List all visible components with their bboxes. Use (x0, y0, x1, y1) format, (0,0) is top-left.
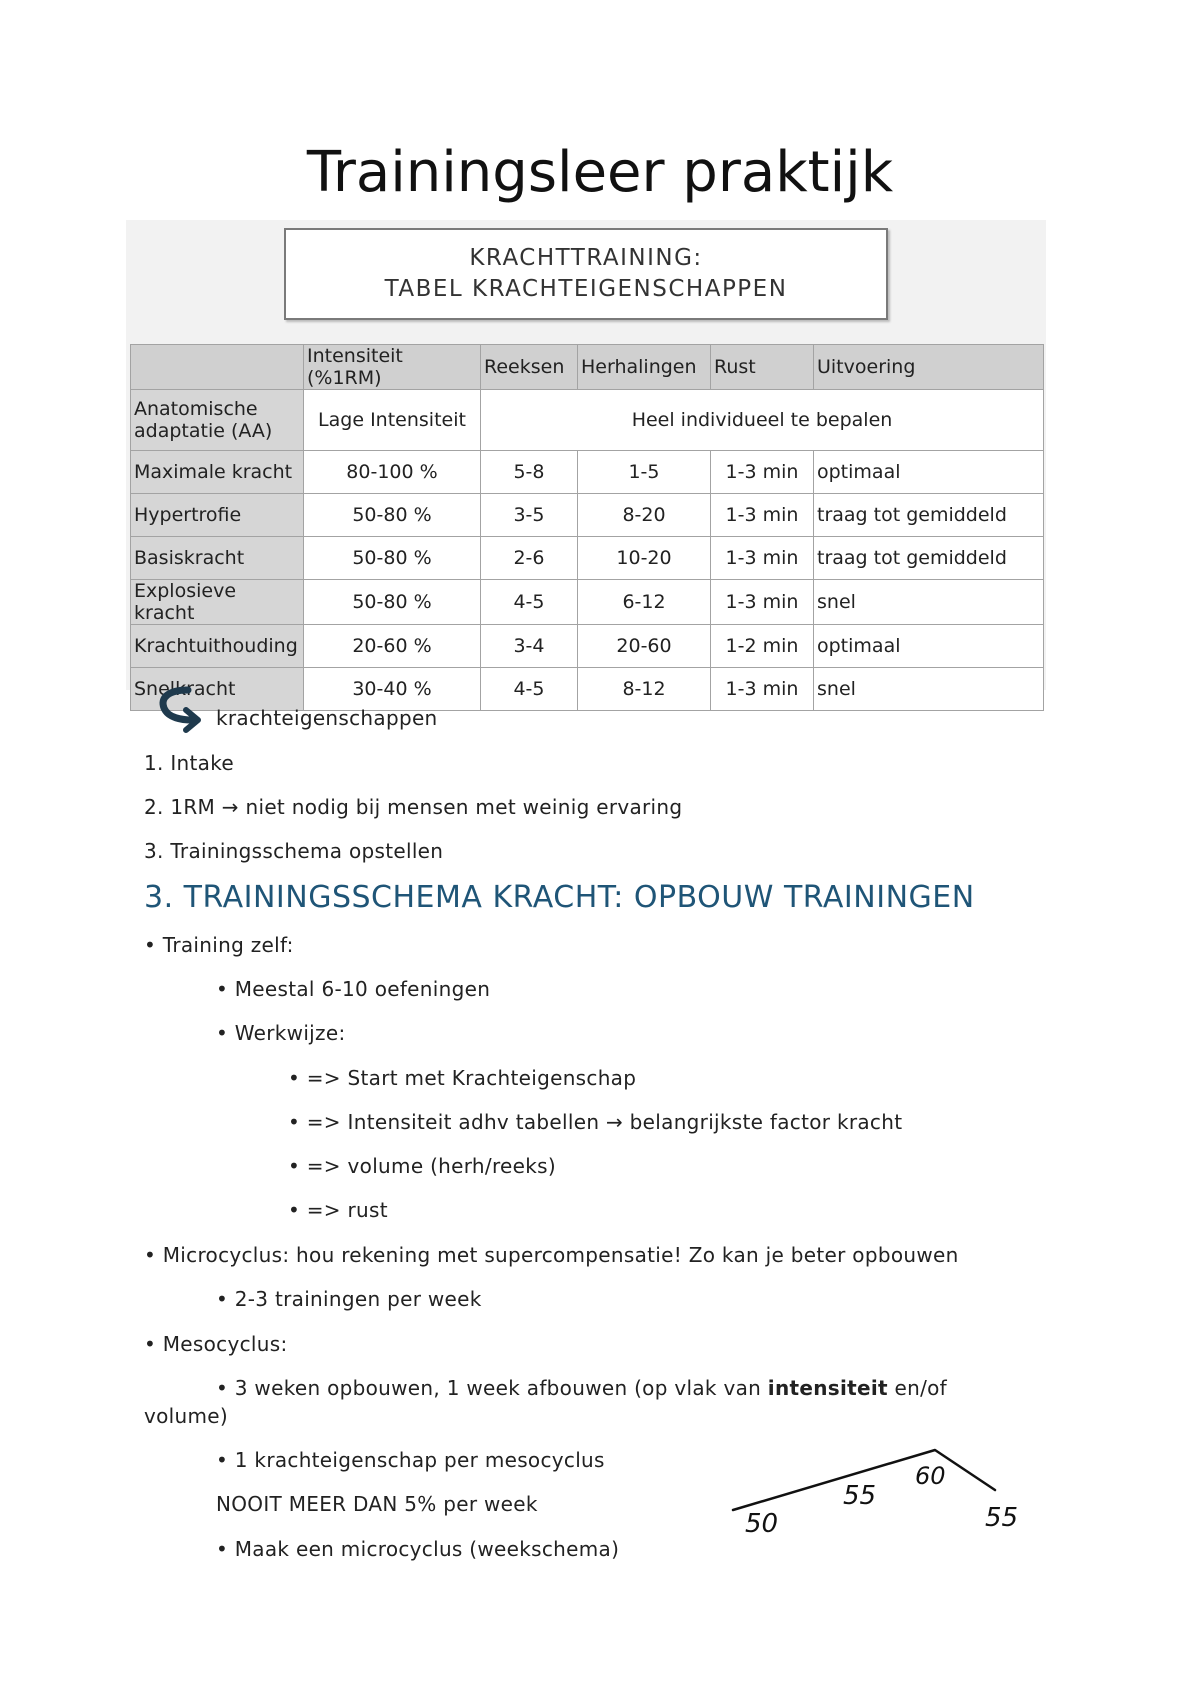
bullet-text: en/of (887, 1376, 948, 1400)
header-cell: Uitvoering (814, 345, 1044, 390)
row-header-line: Anatomische (134, 398, 258, 420)
table-cell: traag tot gemiddeld (814, 537, 1044, 580)
table-cell: 1-3 min (711, 668, 814, 711)
arrow-label: krachteigenschappen (216, 706, 438, 730)
strength-properties-table (130, 344, 1044, 711)
table-row (131, 390, 1044, 451)
sketch-label: 50 (745, 1509, 779, 1539)
table-cell: 2-6 (481, 537, 578, 580)
section-heading: 3. TRAININGSSCHEMA KRACHT: OPBOUW TRAININGEN (144, 880, 975, 915)
figure-title-line1: KRACHTTRAINING: (469, 245, 703, 271)
bullet-continuation: volume) (144, 1404, 228, 1428)
bold-term: intensiteit (767, 1376, 888, 1400)
header-cell: Herhalingen (578, 345, 711, 390)
table-cell: 3-5 (481, 494, 578, 537)
table-cell: 1-3 min (711, 494, 814, 537)
table-cell: 6-12 (578, 580, 711, 625)
bullet-item (216, 1376, 947, 1400)
bullet-item: • => Intensiteit adhv tabellen → belangrijkste factor kracht (288, 1110, 903, 1134)
step-item: 1. Intake (144, 751, 234, 775)
note-text: NOOIT MEER DAN 5% per week (216, 1492, 538, 1516)
bullet-item: • => rust (288, 1198, 388, 1222)
table-cell: snel (814, 668, 1044, 711)
table-cell: 1-3 min (711, 451, 814, 494)
table-cell: traag tot gemiddeld (814, 494, 1044, 537)
table-cell: 80-100 % (304, 451, 481, 494)
table-row (131, 494, 1044, 537)
row-header: Hypertrofie (131, 494, 304, 537)
table-row (131, 580, 1044, 625)
table-cell: 5-8 (481, 451, 578, 494)
table-cell: 50-80 % (304, 580, 481, 625)
header-cell: Reeksen (481, 345, 578, 390)
table-cell: 8-12 (578, 668, 711, 711)
handwritten-progression-sketch (725, 1440, 1025, 1540)
row-header: Basiskracht (131, 537, 304, 580)
curved-arrow-icon (158, 686, 204, 734)
bullet-item: • 2-3 trainingen per week (216, 1287, 482, 1311)
table-cell: 1-2 min (711, 625, 814, 668)
table-cell: snel (814, 580, 1044, 625)
header-cell (131, 345, 304, 390)
step-item: 3. Trainingsschema opstellen (144, 839, 444, 863)
table-cell: optimaal (814, 451, 1044, 494)
table-cell: 8-20 (578, 494, 711, 537)
table-cell: Heel individueel te bepalen (481, 390, 1044, 451)
figure-title-line2: TABEL KRACHTEIGENSCHAPPEN (384, 276, 788, 302)
sketch-label: 55 (843, 1481, 877, 1511)
row-header (131, 390, 304, 451)
table-cell: optimaal (814, 625, 1044, 668)
table-row (131, 451, 1044, 494)
sketch-label: 55 (985, 1503, 1019, 1533)
table-header-row (131, 345, 1044, 390)
table-cell: Lage Intensiteit (304, 390, 481, 451)
table-cell: 1-3 min (711, 580, 814, 625)
table-cell: 30-40 % (304, 668, 481, 711)
row-header: Maximale kracht (131, 451, 304, 494)
bullet-text: • 3 weken opbouwen, 1 week afbouwen (op vlak van (216, 1376, 768, 1400)
table-cell: 4-5 (481, 580, 578, 625)
table-cell: 50-80 % (304, 494, 481, 537)
row-header: Krachtuithouding (131, 625, 304, 668)
bullet-item: • Werkwijze: (216, 1021, 346, 1045)
table-row (131, 668, 1044, 711)
row-header-line: adaptatie (AA) (134, 420, 273, 442)
table-cell: 20-60 (578, 625, 711, 668)
page-title: Trainingsleer praktijk (306, 140, 894, 205)
bullet-item: • Mesocyclus: (144, 1332, 288, 1356)
bullet-item: • Meestal 6-10 oefeningen (216, 977, 491, 1001)
bullet-item: • => volume (herh/reeks) (288, 1154, 556, 1178)
table-row (131, 625, 1044, 668)
header-cell: Rust (711, 345, 814, 390)
sketch-label: 60 (915, 1462, 946, 1490)
row-header: Explosieve kracht (131, 580, 304, 625)
bullet-item: • => Start met Krachteigenschap (288, 1066, 637, 1090)
strength-table-figure (126, 220, 1046, 700)
header-cell: Intensiteit (%1RM) (304, 345, 481, 390)
table-cell: 4-5 (481, 668, 578, 711)
table-cell: 1-5 (578, 451, 711, 494)
bullet-item: • Maak een microcyclus (weekschema) (216, 1537, 620, 1561)
bullet-item: • Training zelf: (144, 933, 294, 957)
bullet-item: • 1 krachteigenschap per mesocyclus (216, 1448, 605, 1472)
step-item: 2. 1RM → niet nodig bij mensen met weinig ervaring (144, 795, 683, 819)
table-row (131, 537, 1044, 580)
table-cell: 20-60 % (304, 625, 481, 668)
table-cell: 50-80 % (304, 537, 481, 580)
table-cell: 10-20 (578, 537, 711, 580)
figure-title-box (284, 228, 888, 320)
table-cell: 1-3 min (711, 537, 814, 580)
table-cell: 3-4 (481, 625, 578, 668)
bullet-item: • Microcyclus: hou rekening met supercompensatie! Zo kan je beter opbouwen (144, 1243, 959, 1267)
row-header: Snelkracht (131, 668, 304, 711)
